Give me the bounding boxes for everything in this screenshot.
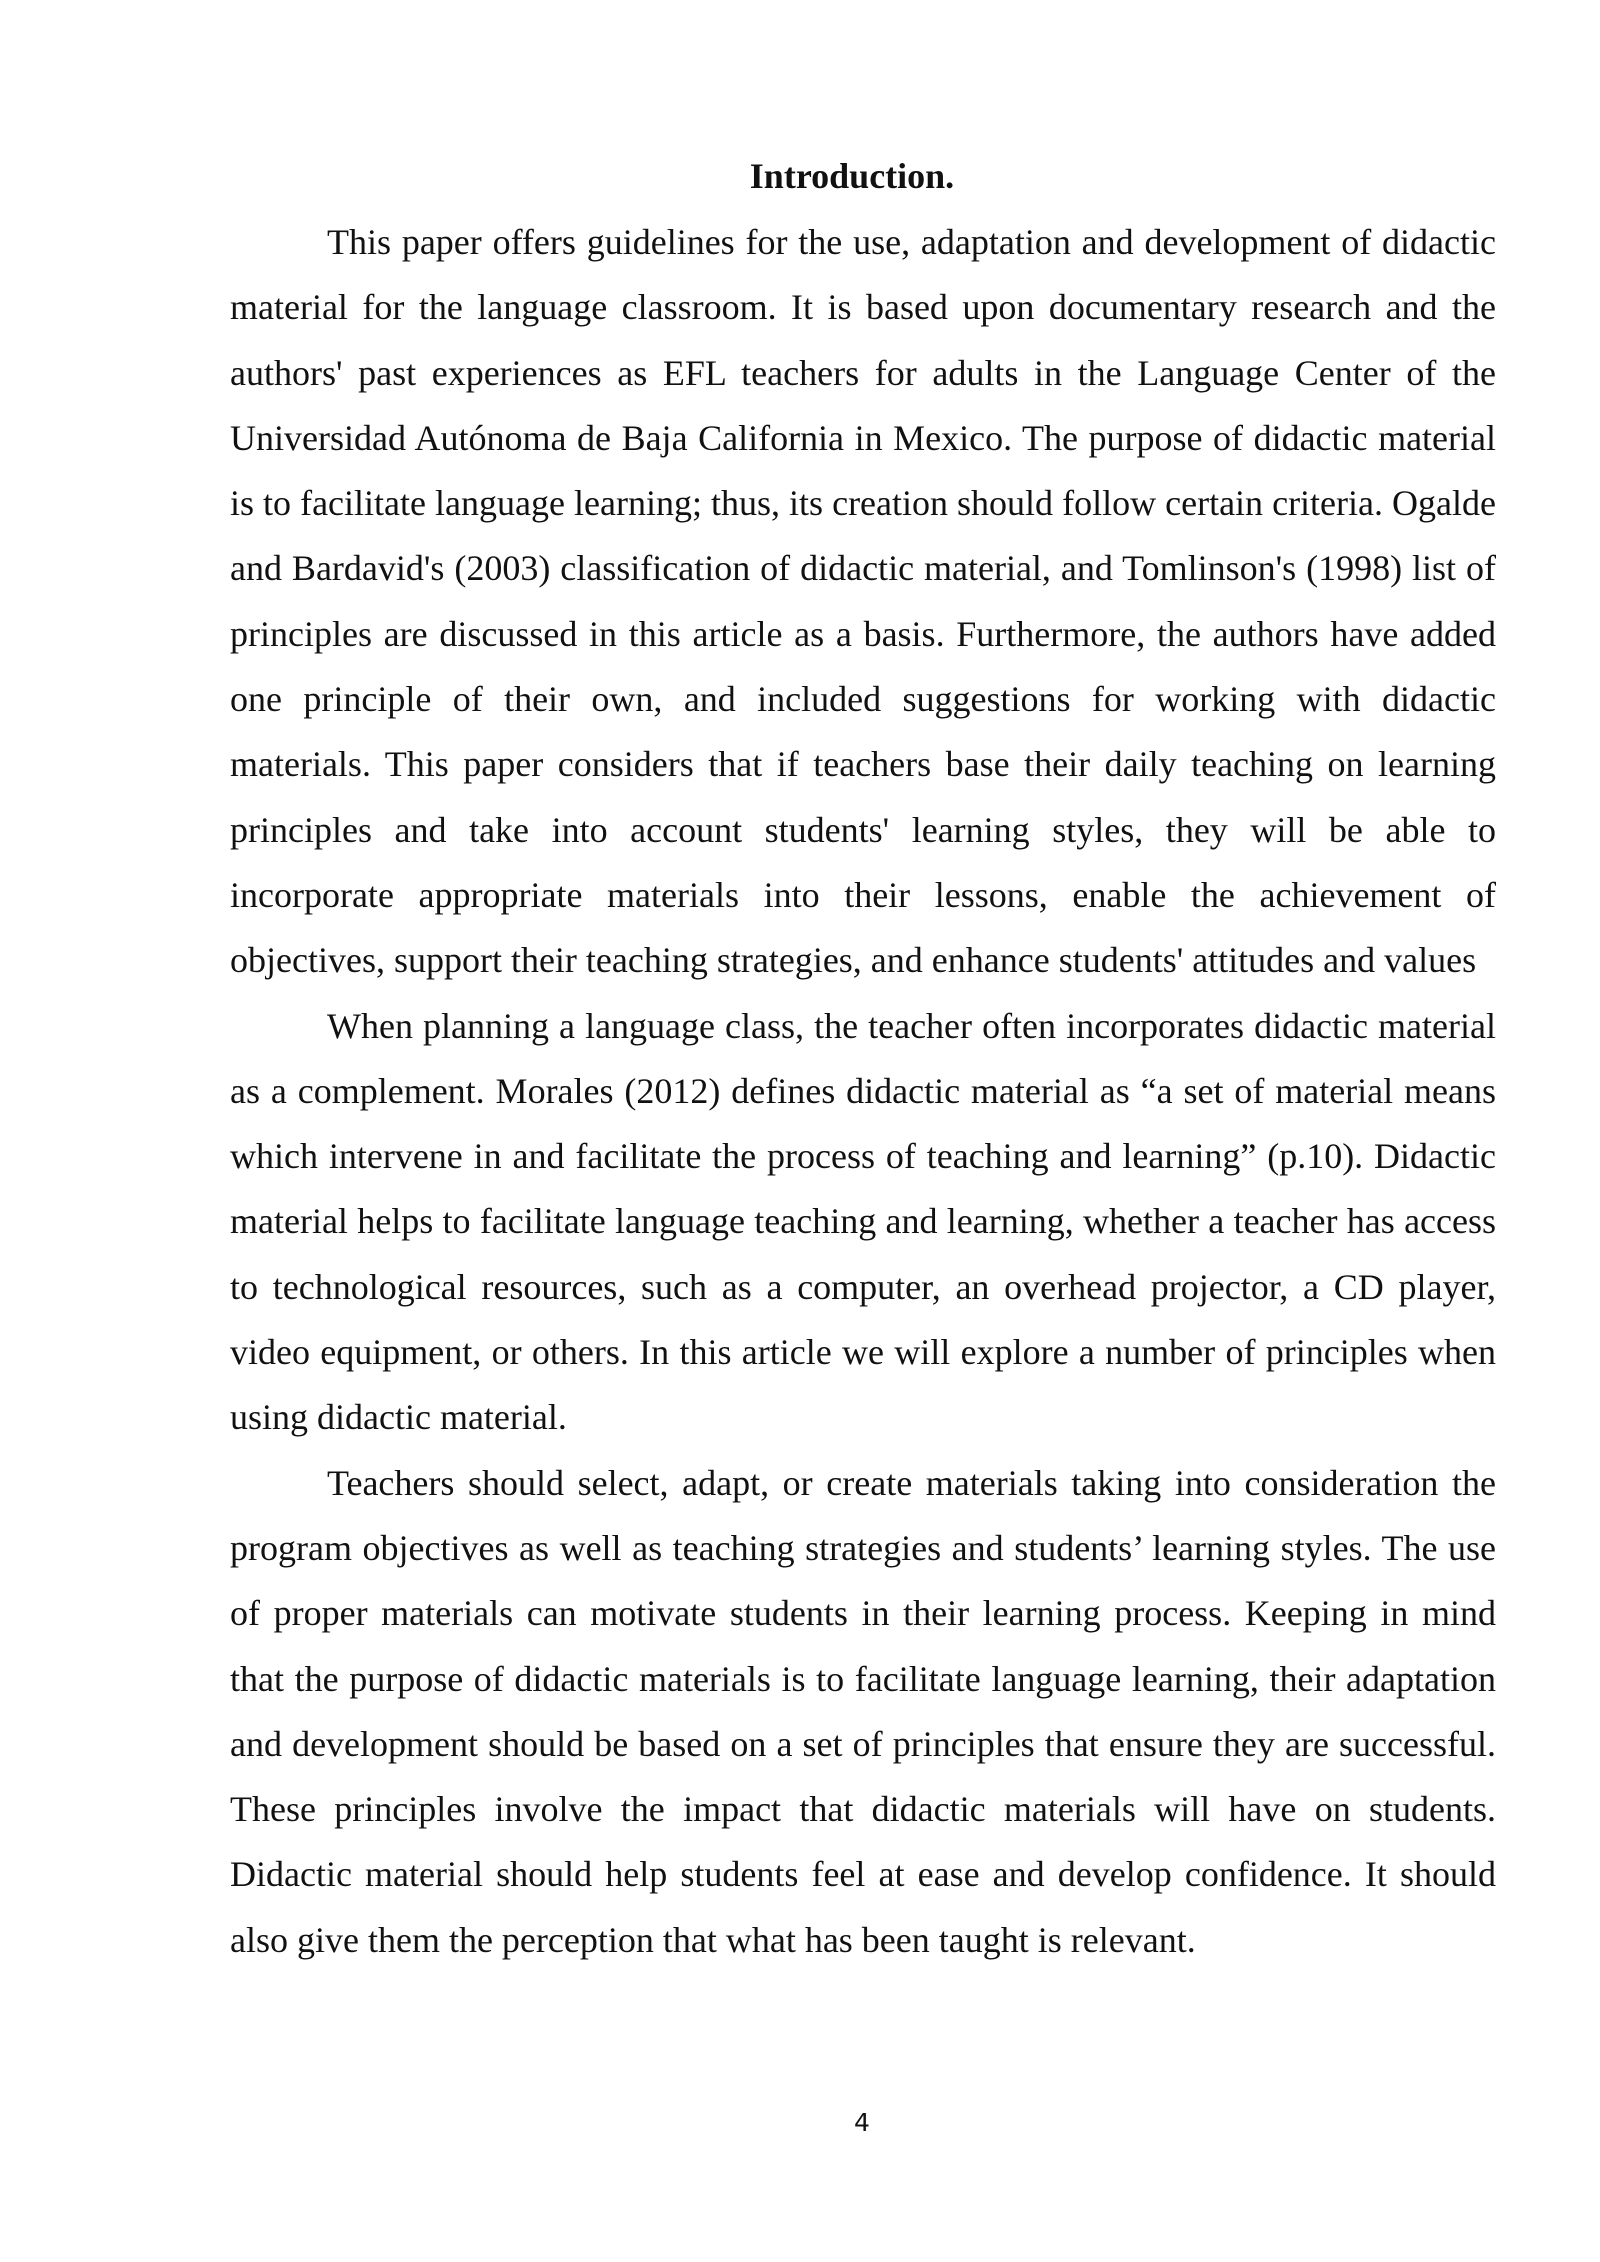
section-heading: Introduction. xyxy=(749,156,955,196)
paragraph: This paper offers guidelines for the use, adaptation and development of didactic material for the language classroom. It is based upon documentary research and the authors' past experiences as EFL teachers for adults in the Language Center of the Universidad Autónoma de Baja California in Mexico. The purpose of didactic material is to facilitate language learning; thus, its creation should follow certain criteria. Ogalde and Bardavid's (2003) classification of didactic material, and Tomlinson's (1998) list of principles are discussed in this article as a basis. Furthermore, the authors have added one principle of their own, and included suggestions for working with didactic materials. This paper considers that if teachers base their daily teaching on learning principles and take into account students' learning styles, they will be able to incorporate appropriate materials into their lessons, enable the achievement of objectives, support their teaching strategies, and enhance students' attitudes and values xyxy=(230,222,1496,981)
paragraph: When planning a language class, the teacher often incorporates didactic material as a complement. Morales (2012) defines didactic material as “a set of material means which intervene in and facilitate the process of teaching and learning” (p.10). Didactic material helps to facilitate language teaching and learning, whether a teacher has access to technological resources, such as a computer, an overhead projector, a CD player, video equipment, or others. In this article we will explore a number of principles when using didactic material. xyxy=(230,1005,1496,1438)
page-number: 4 xyxy=(854,2108,870,2137)
body-text xyxy=(230,210,1496,1973)
paragraph: Teachers should select, adapt, or create materials taking into consideration the program objectives as well as teaching strategies and students’ learning styles. The use of proper materials can motivate students in their learning process. Keeping in mind that the purpose of didactic materials is to facilitate language learning, their adaptation and development should be based on a set of principles that ensure they are successful. These principles involve the impact that didactic materials will have on students. Didactic material should help students feel at ease and develop confidence. It should also give them the perception that what has been taught is relevant. xyxy=(230,1462,1496,1960)
